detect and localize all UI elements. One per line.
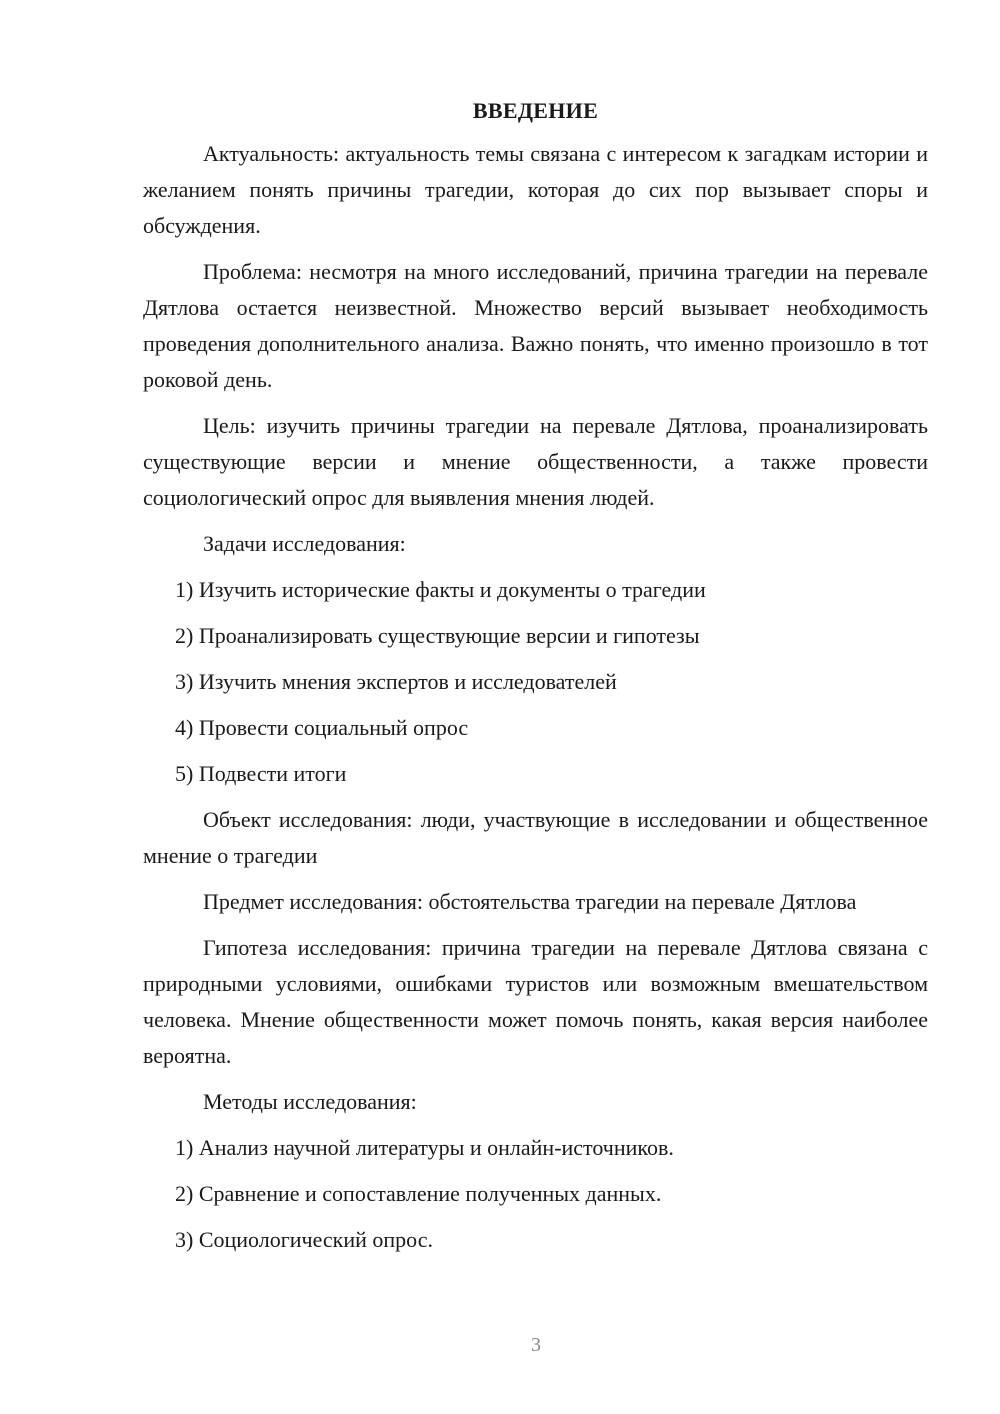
page-content [143,96,928,1268]
methods-list [143,1130,928,1258]
method-item: 1) Анализ научной литературы и онлайн-источников. [175,1135,674,1160]
relevance-paragraph: Актуальность: актуальность темы связана с интересом к загадкам истории и желанием понять причины трагедии, которая до сих пор вызывает споры и обсуждения. [143,141,928,238]
methods-heading: Методы исследования: [203,1089,417,1114]
section-title: ВВЕДЕНИЕ [472,98,599,123]
method-item: 3) Социологический опрос. [175,1227,433,1252]
task-item: 4) Провести социальный опрос [175,715,469,740]
task-item: 1) Изучить исторические факты и документы о трагедии [175,577,706,602]
task-item: 3) Изучить мнения экспертов и исследователей [175,669,617,694]
tasks-list [143,572,928,792]
object-paragraph: Объект исследования: люди, участвующие в исследовании и общественное мнение о трагедии [143,807,928,868]
subject-paragraph: Предмет исследования: обстоятельства трагедии на перевале Дятлова [203,889,857,914]
page-number: 3 [531,1334,541,1356]
task-item: 2) Проанализировать существующие версии и гипотезы [175,623,700,648]
tasks-heading: Задачи исследования: [203,531,406,556]
method-item: 2) Сравнение и сопоставление полученных данных. [175,1181,662,1206]
goal-paragraph: Цель: изучить причины трагедии на перевале Дятлова, проанализировать существующие версии и мнение общественности, а также провести социологический опрос для выявления мнения людей. [143,413,928,510]
problem-paragraph: Проблема: несмотря на много исследований, причина трагедии на перевале Дятлова остается неизвестной. Множество версий вызывает необходимость проведения дополнительного анализа. Важно понять, что именно произошло в тот роковой день. [143,259,928,392]
task-item: 5) Подвести итоги [175,761,347,786]
hypothesis-paragraph: Гипотеза исследования: причина трагедии на перевале Дятлова связана с природными условиями, ошибками туристов или возможным вмешательством человека. Мнение общественности может помочь понять, какая версия наиболее вероятна. [143,935,928,1068]
